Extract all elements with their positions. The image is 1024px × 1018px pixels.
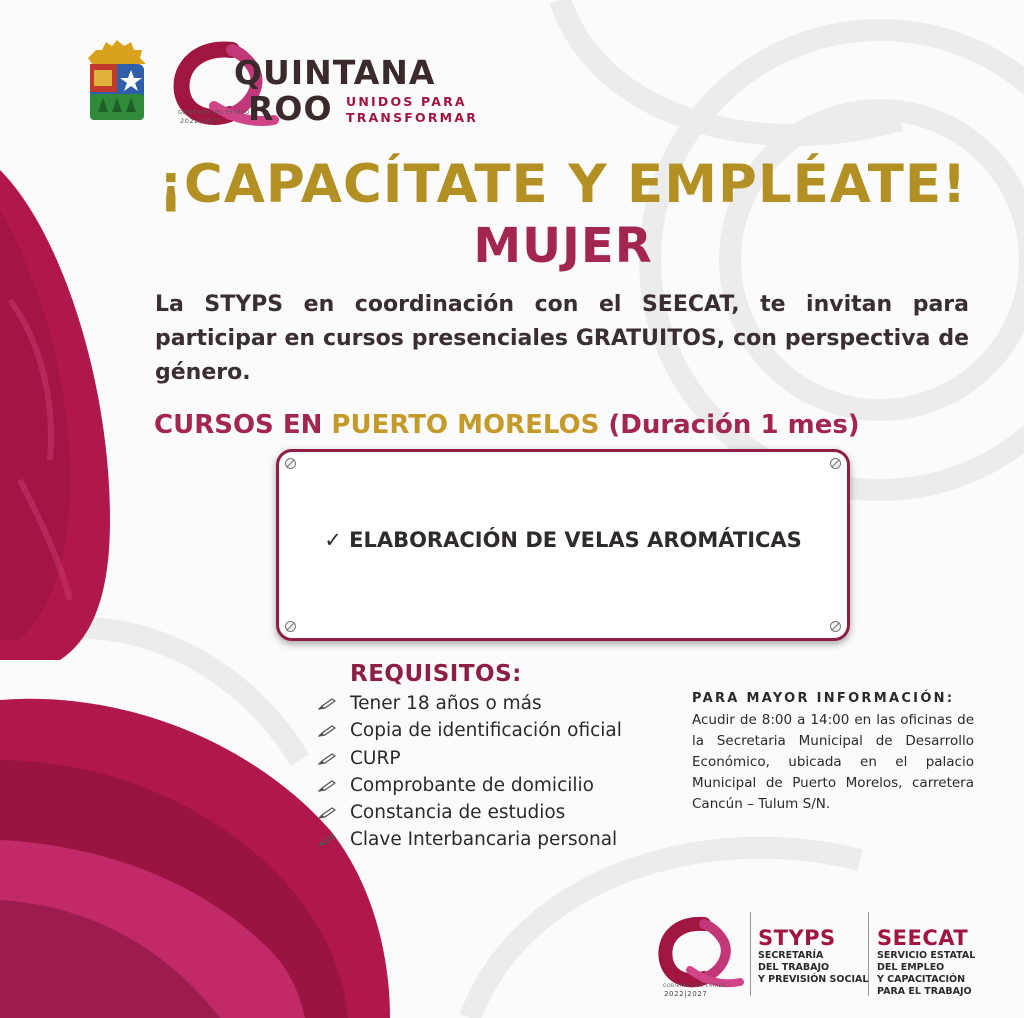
requirement-label: CURP [350,747,401,769]
footer-years-label: GOBIERNO DEL ESTADO [663,984,727,989]
logo-slogan-line-2: TRANSFORMAR [346,110,479,125]
screw-icon [830,458,841,469]
seecat-line: Y CAPACITACIÓN [877,974,966,985]
list-item [318,826,678,853]
seecat-logo-name: SEECAT [877,926,969,950]
pencil-icon [318,807,336,819]
intro-paragraph: La STYPS en coordinación con el SEECAT, te invitan para participar en cursos presenciales GRATUITOS, con perspectiva de género. [155,292,969,385]
list-item [318,745,678,772]
courses-heading-location: PUERTO MORELOS [331,410,600,440]
info-title: PARA MAYOR INFORMACIÓN: [692,691,955,706]
logo-wordmark-quintana: QUINTANA [234,53,436,92]
requirement-label: Copia de identificación oficial [350,720,622,742]
state-shield-icon [84,38,150,124]
courses-heading-duration: (Duración 1 mes) [599,410,860,440]
footer-years: 2022|2027 [664,990,708,998]
requirements-list [318,690,678,854]
pencil-icon [318,834,336,846]
logo-years: 2022|2027 [180,117,221,125]
pencil-icon [318,725,336,737]
logo-slogan-line-1: UNIDOS PARA [346,94,467,109]
seecat-line: SERVICIO ESTATAL [877,950,976,961]
styps-logo-name: STYPS [758,926,836,950]
screw-icon [285,621,296,632]
list-item [318,772,678,799]
courses-heading-part-1: CURSOS EN [154,410,332,440]
requirement-label: Comprobante de domicilio [350,774,594,796]
logo-wordmark-roo: ROO [248,89,333,128]
styps-line: DEL TRABAJO [758,962,830,973]
footer-divider [750,912,751,996]
pencil-icon [318,780,336,792]
styps-line: SECRETARÍA [758,950,824,961]
styps-line: Y PREVISIÓN SOCIAL [758,974,869,985]
requirement-label: Clave Interbancaria personal [350,829,618,851]
course-card [276,449,850,641]
seecat-line: DEL EMPLEO [877,962,945,973]
requirement-label: Constancia de estudios [350,802,566,824]
page-subtitle: MUJER [473,218,653,274]
course-item: ✓ ELABORACIÓN DE VELAS AROMÁTICAS [324,528,802,552]
list-item [318,717,678,744]
seecat-full-name [877,950,975,998]
courses-heading [154,410,860,441]
list-item [318,690,678,717]
screw-icon [285,458,296,469]
pencil-icon [318,753,336,765]
info-body: Acudir de 8:00 a 14:00 en las oficinas de la Secretaria Municipal de Desarrollo Económico, ubicada en el palacio Municipal de Puerto Morelos, carretera Cancún – Tulum S/N. [692,712,974,812]
requirements-title: REQUISITOS: [350,661,522,687]
page-title: ¡CAPACÍTATE Y EMPLÉATE! [158,154,968,215]
requirement-label: Tener 18 años o más [350,693,542,714]
styps-full-name [758,950,868,986]
screw-icon [830,621,841,632]
list-item [318,799,678,826]
logo-years-label: GOBIERNO DEL ESTADO [178,110,250,116]
seecat-line: PARA EL TRABAJO [877,986,972,997]
quintana-roo-q-icon [656,914,744,992]
pencil-icon [318,698,336,710]
